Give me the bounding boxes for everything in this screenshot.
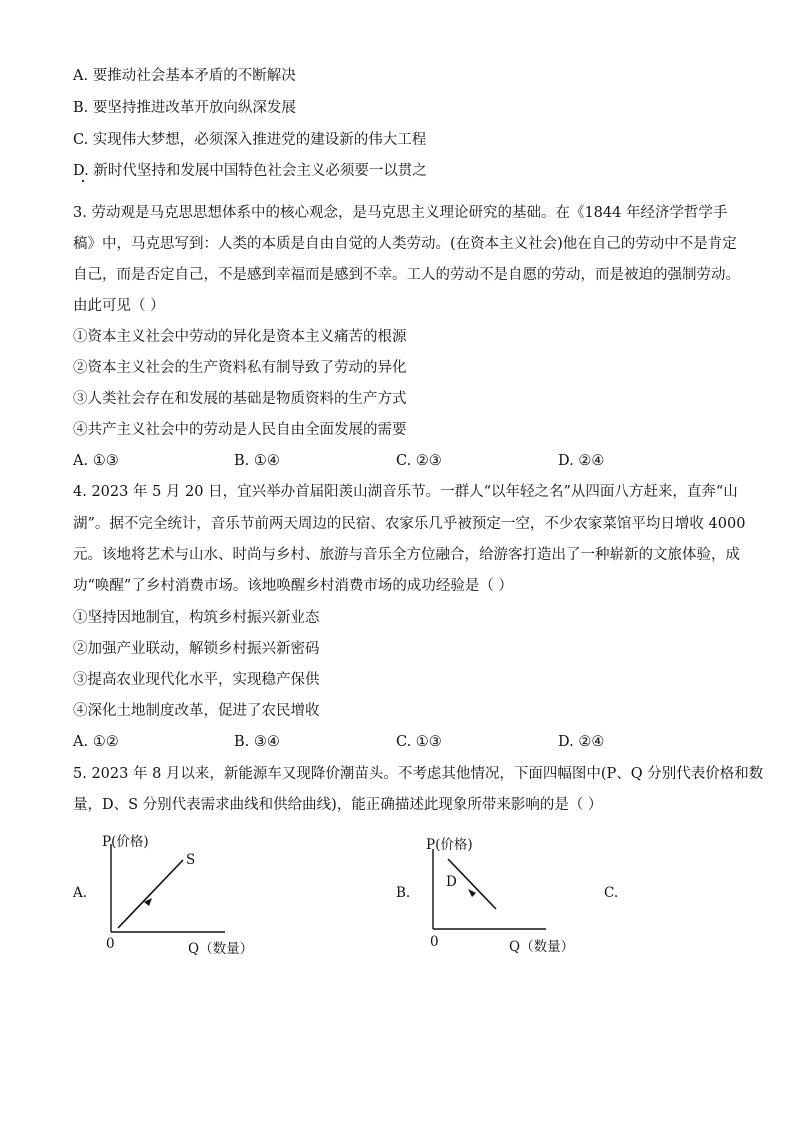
q3-choice-a: A. ①③ [73,453,119,469]
q2-option-b: B. 要坚持推进改革开放向纵深发展 [73,100,296,116]
graph-a-x-axis-label: Q（数量） [188,941,254,957]
graph-b-axes [424,845,554,940]
graph-b-curve-label: D [446,874,457,890]
q3-stem-line-3: 自己，而是否定自己，不是感到幸福而是感到不幸。工人的劳动不是自愿的劳动，而是被迫的强制劳动。 [73,267,740,283]
graph-b-arrow-icon [468,889,476,897]
graph-a-supply-curve [118,860,183,928]
q4-statement-4: ④深化土地制度改革，促进了农民增收 [73,703,320,719]
q4-stem-line-1: 4. 2023 年 5 月 20 日，宜兴举办首届阳羡山湖音乐节。一群人“以年轻之名”从四面八方赶来，直奔“山 [73,484,738,500]
q4-statement-1: ①坚持因地制宜，构筑乡村振兴新业态 [73,610,320,626]
graph-b-x-axis-label: Q（数量） [509,939,575,955]
q3-stem-line-2: 稿》中，马克思写到：人类的本质是自由自觉的人类劳动。(在资本主义社会)他在自己的劳动中不是肯定 [73,236,737,252]
graph-c-option-label: C. [604,885,619,901]
q4-stem-line-4: 功“唤醒”了乡村消费市场。该地唤醒乡村消费市场的成功经验是（ ） [73,578,513,594]
q3-statement-4: ④共产主义社会中的劳动是人民自由全面发展的需要 [73,422,407,438]
graph-b-demand-curve [448,859,496,909]
q4-choice-a: A. ①② [73,734,119,750]
q3-choice-d: D. ②④ [558,453,605,469]
q4-choice-c: C. ①③ [396,734,442,750]
q3-statement-3: ③人类社会存在和发展的基础是物质资料的生产方式 [73,391,407,407]
q4-statement-2: ②加强产业联动，解锁乡村振兴新密码 [73,641,320,657]
q3-choice-c: C. ②③ [396,453,442,469]
stray-dot [82,180,84,182]
graph-a-curve-label: S [186,852,196,868]
graph-b-y-axis-label: P(价格) [426,837,473,853]
q3-stem-line-4: 由此可见（ ） [73,298,165,314]
q4-choice-b: B. ③④ [234,734,280,750]
q3-stem-line-1: 3. 劳动观是马克思思想体系中的核心观念，是马克思主义理论研究的基础。在《1844 年经济学哲学手 [73,205,728,221]
graph-a-y-axis-label: P(价格) [102,834,149,850]
q4-choice-d: D. ②④ [558,734,605,750]
graph-a-axes [100,840,230,940]
graph-b-origin-label: 0 [430,934,439,950]
q3-choice-b: B. ①④ [234,453,280,469]
graph-a-option-label: A. [73,885,88,901]
q2-option-d: D. 新时代坚持和发展中国特色社会主义必须要一以贯之 [73,163,427,179]
q3-statement-1: ①资本主义社会中劳动的异化是资本主义痛苦的根源 [73,329,407,345]
q2-option-c: C. 实现伟大梦想，必须深入推进党的建设新的伟大工程 [73,132,427,148]
graph-b-option-label: B. [396,885,411,901]
q2-option-a: A. 要推动社会基本矛盾的不断解决 [73,68,296,84]
q4-statement-3: ③提高农业现代化水平，实现稳产保供 [73,672,320,688]
q5-stem-line-2: 量，D、S 分别代表需求曲线和供给曲线)，能正确描述此现象所带来影响的是（ ） [73,797,603,813]
q4-stem-line-3: 元。该地将艺术与山水、时尚与乡村、旅游与音乐全方位融合，给游客打造出了一种崭新的文旅体验，成 [73,547,740,563]
graph-a-origin-label: 0 [106,936,115,952]
q5-stem-line-1: 5. 2023 年 8 月以来，新能源车又现降价潮苗头。不考虑其他情况，下面四幅图中(P、Q 分别代表价格和数 [73,766,764,782]
q4-stem-line-2: 湖”。据不完全统计，音乐节前两天周边的民宿、农家乐几乎被预定一空，不少农家菜馆平均日增收 4000 [73,516,746,532]
q3-statement-2: ②资本主义社会的生产资料私有制导致了劳动的异化 [73,360,407,376]
